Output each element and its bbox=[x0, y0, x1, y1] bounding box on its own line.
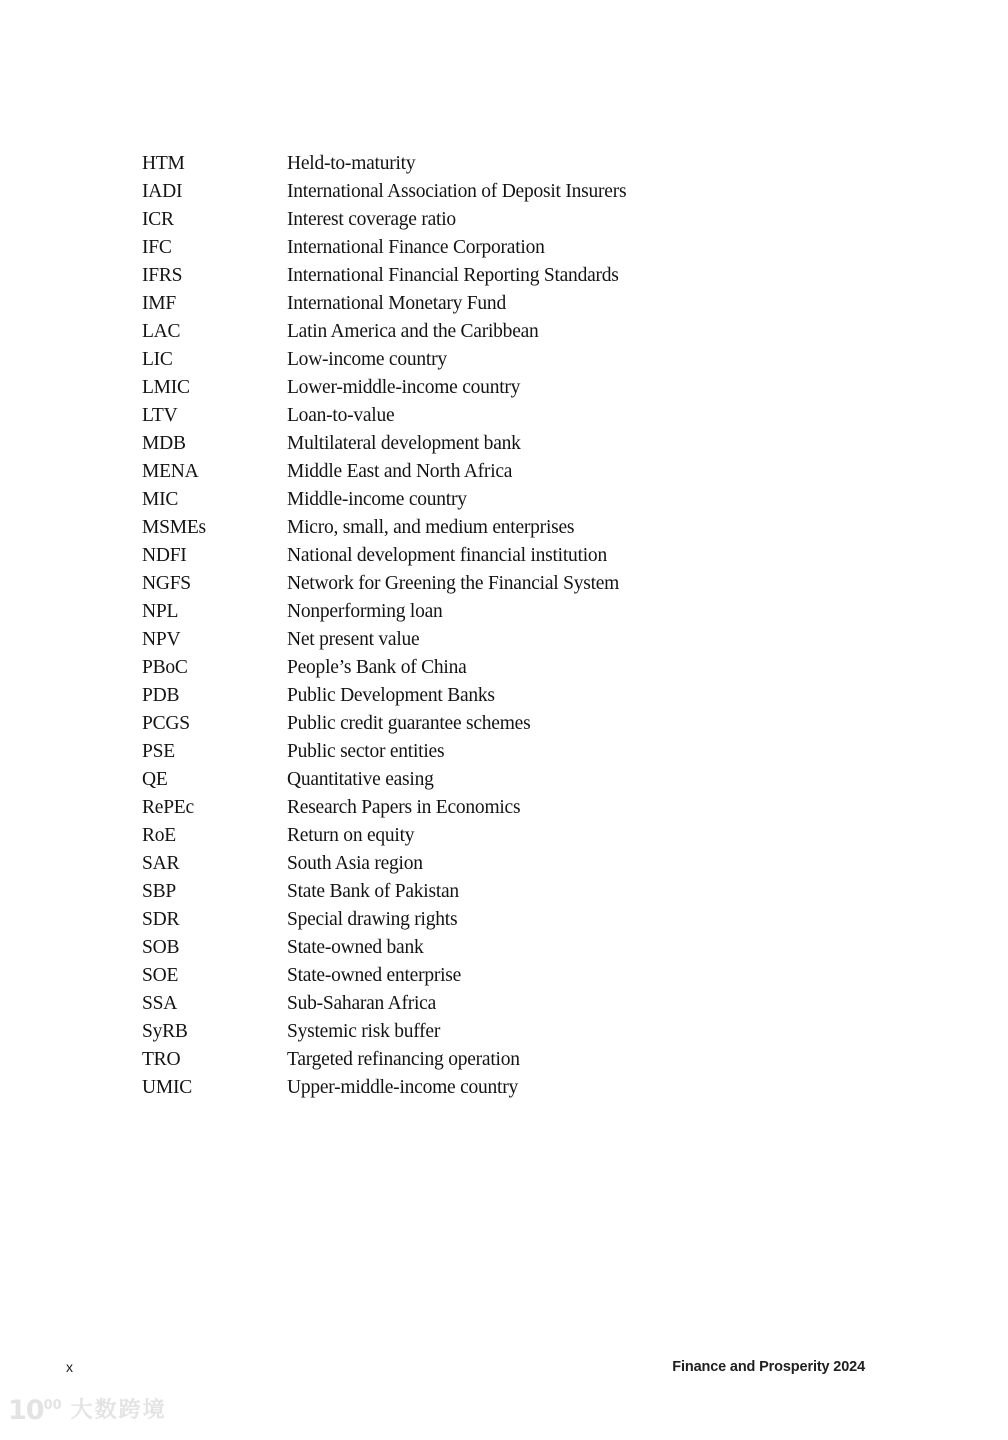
abbreviation-definition: Middle East and North Africa bbox=[287, 461, 513, 482]
abbreviation-definition: Return on equity bbox=[287, 825, 415, 846]
abbreviation-row bbox=[142, 486, 948, 514]
watermark-brand-text: 大数跨境 bbox=[70, 1397, 167, 1423]
abbreviation-row bbox=[142, 1018, 948, 1046]
abbreviation-definition: Sub-Saharan Africa bbox=[287, 993, 437, 1014]
abbreviation-definition: People’s Bank of China bbox=[287, 657, 467, 678]
abbreviations-list bbox=[142, 150, 948, 1102]
abbreviation-code: NDFI bbox=[142, 545, 187, 566]
abbreviation-definition: Middle-income country bbox=[287, 489, 467, 510]
abbreviation-code: MIC bbox=[142, 489, 179, 510]
abbreviation-definition: State-owned bank bbox=[287, 937, 424, 958]
abbreviation-row bbox=[142, 990, 948, 1018]
abbreviation-row bbox=[142, 822, 948, 850]
abbreviation-definition: Upper-middle-income country bbox=[287, 1077, 519, 1098]
abbreviation-row bbox=[142, 570, 948, 598]
abbreviation-code: MENA bbox=[142, 461, 199, 482]
abbreviation-definition: Research Papers in Economics bbox=[287, 797, 521, 818]
abbreviation-row bbox=[142, 962, 948, 990]
abbreviation-row bbox=[142, 234, 948, 262]
abbreviation-definition: International Finance Corporation bbox=[287, 237, 545, 258]
abbreviation-code: UMIC bbox=[142, 1077, 192, 1098]
abbreviation-code: IFRS bbox=[142, 265, 183, 286]
abbreviation-code: PBoC bbox=[142, 657, 188, 678]
abbreviation-row bbox=[142, 878, 948, 906]
abbreviation-definition: Systemic risk buffer bbox=[287, 1021, 441, 1042]
abbreviation-row bbox=[142, 206, 948, 234]
abbreviation-code: SOE bbox=[142, 965, 179, 986]
abbreviation-code: LMIC bbox=[142, 377, 190, 398]
abbreviation-definition: Public Development Banks bbox=[287, 685, 495, 706]
abbreviation-definition: Loan-to-value bbox=[287, 405, 395, 426]
abbreviation-definition: Low-income country bbox=[287, 349, 447, 370]
abbreviation-row bbox=[142, 626, 948, 654]
abbreviation-code: PDB bbox=[142, 685, 180, 706]
abbreviation-row bbox=[142, 710, 948, 738]
abbreviation-row bbox=[142, 514, 948, 542]
abbreviation-definition: Network for Greening the Financial System bbox=[287, 573, 620, 594]
abbreviation-row bbox=[142, 598, 948, 626]
abbreviation-code: SBP bbox=[142, 881, 176, 902]
abbreviation-code: MSMEs bbox=[142, 517, 206, 538]
abbreviation-definition: Nonperforming loan bbox=[287, 601, 443, 622]
abbreviation-code: LIC bbox=[142, 349, 173, 370]
abbreviation-code: SAR bbox=[142, 853, 180, 874]
watermark bbox=[8, 1397, 167, 1424]
abbreviation-code: NGFS bbox=[142, 573, 191, 594]
abbreviation-definition: Multilateral development bank bbox=[287, 433, 521, 454]
abbreviation-code: RoE bbox=[142, 825, 176, 846]
abbreviation-row bbox=[142, 178, 948, 206]
abbreviation-row bbox=[142, 458, 948, 486]
abbreviation-code: RePEc bbox=[142, 797, 194, 818]
abbreviation-row bbox=[142, 346, 948, 374]
abbreviation-row bbox=[142, 374, 948, 402]
abbreviation-code: SOB bbox=[142, 937, 180, 958]
abbreviation-code: IMF bbox=[142, 293, 176, 314]
abbreviation-code: PSE bbox=[142, 741, 175, 762]
abbreviation-row bbox=[142, 682, 948, 710]
abbreviation-definition: National development financial institution bbox=[287, 545, 607, 566]
abbreviation-definition: International Monetary Fund bbox=[287, 293, 506, 314]
abbreviation-row bbox=[142, 934, 948, 962]
abbreviation-code: SDR bbox=[142, 909, 180, 930]
abbreviation-code: NPL bbox=[142, 601, 179, 622]
abbreviation-definition: Quantitative easing bbox=[287, 769, 434, 790]
abbreviation-code: PCGS bbox=[142, 713, 190, 734]
report-title: Finance and Prosperity 2024 bbox=[672, 1359, 865, 1375]
abbreviation-code: LAC bbox=[142, 321, 181, 342]
abbreviation-definition: South Asia region bbox=[287, 853, 423, 874]
abbreviation-definition: Lower-middle-income country bbox=[287, 377, 521, 398]
page-number: x bbox=[66, 1359, 73, 1375]
abbreviation-code: MDB bbox=[142, 433, 186, 454]
abbreviation-row bbox=[142, 738, 948, 766]
abbreviation-code: TRO bbox=[142, 1049, 181, 1070]
abbreviation-definition: Interest coverage ratio bbox=[287, 209, 456, 230]
abbreviation-code: ICR bbox=[142, 209, 174, 230]
abbreviation-row bbox=[142, 1074, 948, 1102]
abbreviation-row bbox=[142, 150, 948, 178]
abbreviation-code: QE bbox=[142, 769, 168, 790]
abbreviation-row bbox=[142, 318, 948, 346]
abbreviation-definition: International Association of Deposit Insurers bbox=[287, 181, 627, 202]
abbreviation-definition: Held-to-maturity bbox=[287, 153, 416, 174]
abbreviation-definition: Latin America and the Caribbean bbox=[287, 321, 539, 342]
abbreviation-definition: Micro, small, and medium enterprises bbox=[287, 517, 575, 538]
abbreviation-code: IADI bbox=[142, 181, 183, 202]
abbreviation-definition: Special drawing rights bbox=[287, 909, 458, 930]
abbreviation-row bbox=[142, 1046, 948, 1074]
abbreviation-definition: State-owned enterprise bbox=[287, 965, 462, 986]
abbreviation-code: IFC bbox=[142, 237, 172, 258]
abbreviation-row bbox=[142, 850, 948, 878]
abbreviation-row bbox=[142, 262, 948, 290]
abbreviation-code: NPV bbox=[142, 629, 181, 650]
abbreviation-row bbox=[142, 794, 948, 822]
abbreviation-row bbox=[142, 430, 948, 458]
abbreviation-row bbox=[142, 654, 948, 682]
abbreviation-definition: International Financial Reporting Standards bbox=[287, 265, 619, 286]
abbreviation-row bbox=[142, 542, 948, 570]
abbreviation-row bbox=[142, 766, 948, 794]
abbreviation-definition: State Bank of Pakistan bbox=[287, 881, 459, 902]
abbreviation-code: SyRB bbox=[142, 1021, 188, 1042]
abbreviation-definition: Public credit guarantee schemes bbox=[287, 713, 531, 734]
watermark-logo-icon: $10^{00}$ bbox=[8, 1395, 62, 1426]
abbreviation-code: HTM bbox=[142, 153, 185, 174]
abbreviation-definition: Public sector entities bbox=[287, 741, 445, 762]
abbreviation-row bbox=[142, 906, 948, 934]
abbreviation-definition: Net present value bbox=[287, 629, 420, 650]
abbreviation-code: SSA bbox=[142, 993, 178, 1014]
abbreviation-definition: Targeted refinancing operation bbox=[287, 1049, 520, 1070]
abbreviation-row bbox=[142, 402, 948, 430]
abbreviation-code: LTV bbox=[142, 405, 178, 426]
abbreviation-row bbox=[142, 290, 948, 318]
